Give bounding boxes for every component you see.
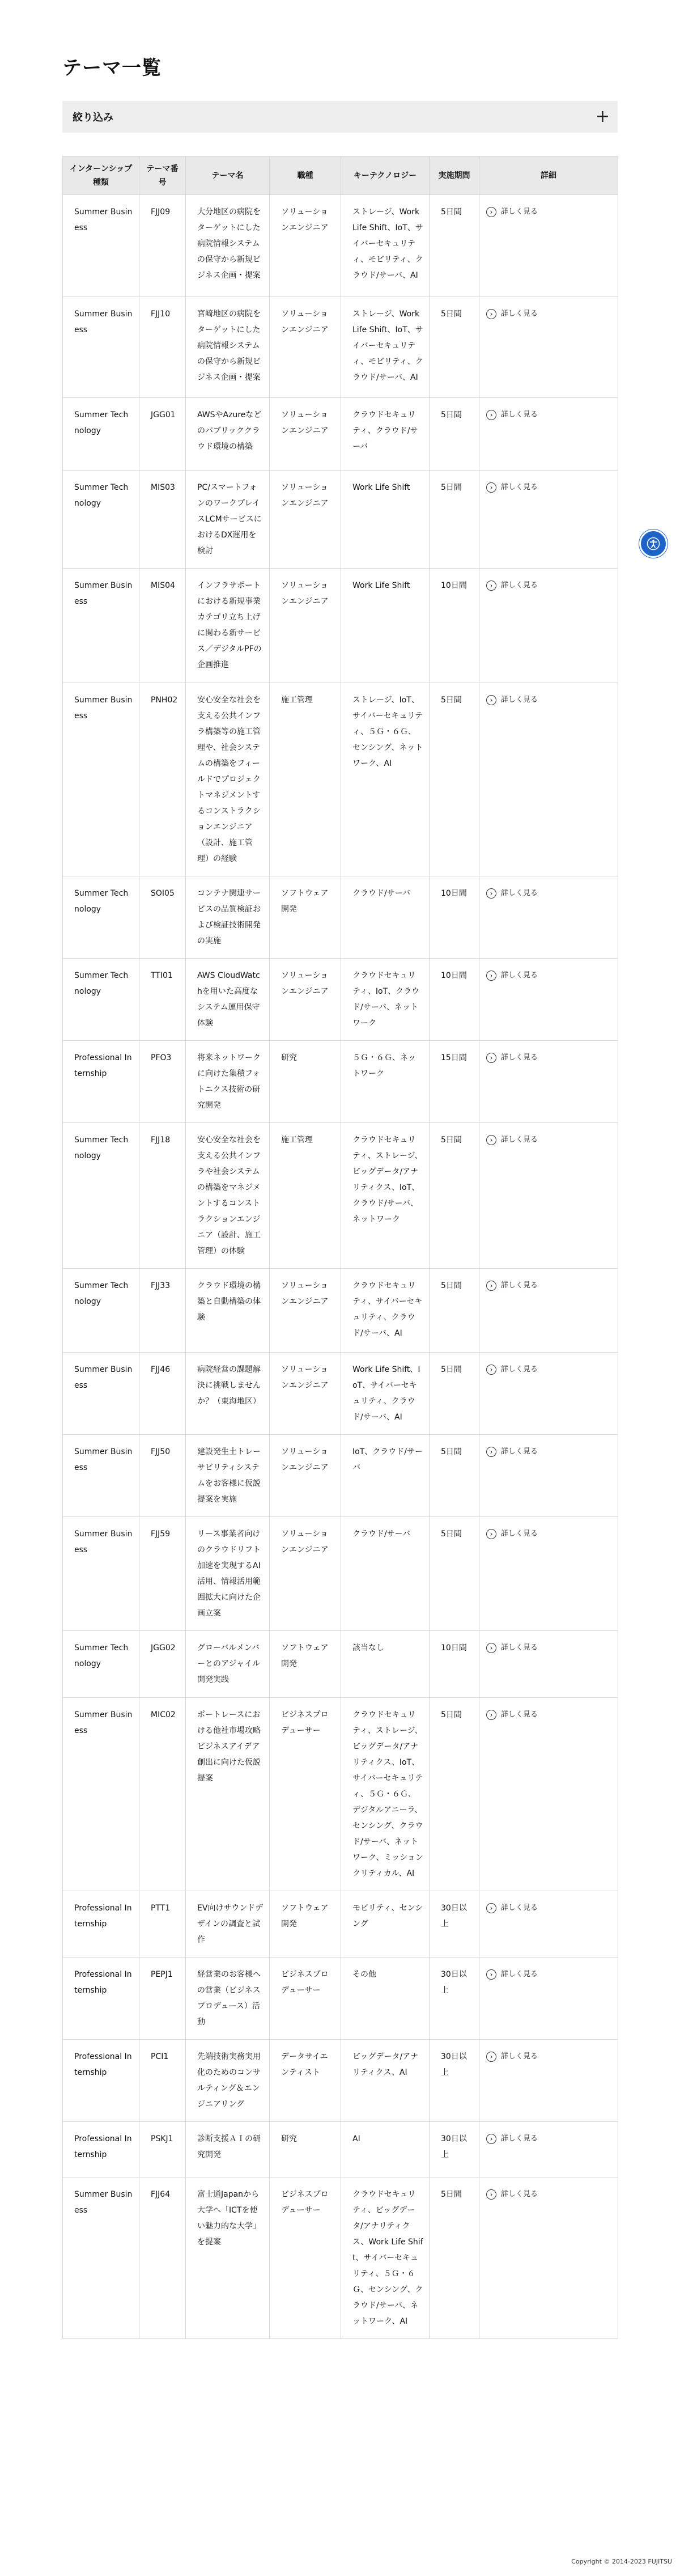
detail-link[interactable] xyxy=(486,692,538,708)
table-row xyxy=(63,471,618,569)
cell-job-type: ビジネスプロデューサー xyxy=(270,1958,341,2040)
cell-internship-type: Summer Technology xyxy=(63,1631,139,1698)
detail-link[interactable] xyxy=(486,2187,538,2202)
detail-link-label: 詳しく見る xyxy=(501,207,538,216)
cell-detail xyxy=(479,1698,618,1891)
table-row xyxy=(63,876,618,959)
cell-job-type: ソリューションエンジニア xyxy=(270,1517,341,1631)
cell-internship-type: Summer Technology xyxy=(63,876,139,959)
detail-link[interactable] xyxy=(486,1526,538,1542)
header-job-type: 職種 xyxy=(270,156,341,195)
cell-theme-number: JGG01 xyxy=(139,398,186,471)
theme-table xyxy=(62,156,618,2339)
filter-toggle[interactable] xyxy=(62,101,618,133)
detail-link[interactable] xyxy=(486,2049,538,2065)
cell-theme-number: PCI1 xyxy=(139,2040,186,2122)
cell-period: 5日間 xyxy=(430,1698,479,1891)
chevron-right-icon: › xyxy=(486,1529,496,1539)
cell-internship-type: Professional Internship xyxy=(63,1041,139,1123)
cell-job-type: ソリューションエンジニア xyxy=(270,959,341,1041)
table-row xyxy=(63,398,618,471)
cell-detail xyxy=(479,2122,618,2177)
cell-job-type: データサイエンティスト xyxy=(270,2040,341,2122)
cell-period: 5日間 xyxy=(430,1353,479,1435)
detail-link[interactable] xyxy=(486,204,538,220)
cell-job-type: ソリューションエンジニア xyxy=(270,398,341,471)
table-row xyxy=(63,297,618,398)
cell-internship-type: Summer Business xyxy=(63,1435,139,1517)
cell-period: 15日間 xyxy=(430,1041,479,1123)
cell-theme-number: PEPJ1 xyxy=(139,1958,186,2040)
chevron-right-icon: › xyxy=(486,2134,496,2144)
table-row xyxy=(63,959,618,1041)
chevron-right-icon: › xyxy=(486,309,496,319)
cell-period: 30日以上 xyxy=(430,1958,479,2040)
cell-theme-name: 病院経営の課題解決に挑戦しませんか？（東海地区） xyxy=(186,1353,270,1435)
chevron-right-icon: › xyxy=(486,1969,496,1980)
detail-link[interactable] xyxy=(486,1967,538,1982)
cell-internship-type: Summer Technology xyxy=(63,471,139,569)
cell-theme-name: PC/スマートフォンのワークプレイスLCMサービスにおけるDX運用を検討 xyxy=(186,471,270,569)
cell-key-technology: Work Life Shift、IoT、サイバーセキュリティ、クラウド/サーバ、AI xyxy=(341,1353,430,1435)
detail-link-label: 詳しく見る xyxy=(501,971,538,980)
plus-icon[interactable]: + xyxy=(595,107,610,126)
table-row xyxy=(63,2177,618,2339)
cell-detail xyxy=(479,398,618,471)
cell-theme-name: 宮崎地区の病院をターゲットにした病院情報システムの保守から新規ビジネス企画・提案 xyxy=(186,297,270,398)
cell-detail xyxy=(479,569,618,683)
chevron-right-icon: › xyxy=(486,410,496,420)
cell-theme-name: コンテナ関連サービスの品質検証および検証技術開発の実施 xyxy=(186,876,270,959)
chevron-right-icon: › xyxy=(486,2052,496,2062)
cell-period: 30日以上 xyxy=(430,1891,479,1958)
cell-theme-number: FJJ10 xyxy=(139,297,186,398)
header-detail: 詳細 xyxy=(479,156,618,195)
cell-key-technology: クラウドセキュリティ、IoT、クラウド/サーバ、ネットワーク xyxy=(341,959,430,1041)
chevron-right-icon: › xyxy=(486,581,496,591)
cell-detail xyxy=(479,1517,618,1631)
chevron-right-icon: › xyxy=(486,1447,496,1457)
cell-theme-name: インフラサポートにおける新規事業カテゴリ立ち上げに関わる新サービス／デジタルPFの企画推進 xyxy=(186,569,270,683)
table-row xyxy=(63,1631,618,1698)
cell-detail xyxy=(479,959,618,1041)
detail-link[interactable] xyxy=(486,306,538,322)
cell-period: 30日以上 xyxy=(430,2122,479,2177)
detail-link-label: 詳しく見る xyxy=(501,889,538,897)
cell-theme-name: ポートレースにおける他社市場攻略ビジネスアイデア創出に向けた仮説提案 xyxy=(186,1698,270,1891)
detail-link[interactable] xyxy=(486,1707,538,1723)
cell-detail xyxy=(479,1353,618,1435)
cell-key-technology: クラウドセキュリティ、サイバーセキュリティ、クラウド/サーバ、AI xyxy=(341,1269,430,1353)
detail-link[interactable] xyxy=(486,886,538,901)
header-theme-number: テーマ番号 xyxy=(139,156,186,195)
chevron-right-icon: › xyxy=(486,1281,496,1291)
detail-link-label: 詳しく見る xyxy=(501,1710,538,1719)
cell-theme-name: リース事業者向けのクラウドリフト加速を実現するAI活用、情報活用範囲拡大に向けた企画立案 xyxy=(186,1517,270,1631)
table-row xyxy=(63,1123,618,1269)
cell-job-type: ソフトウェア開発 xyxy=(270,1891,341,1958)
cell-theme-name: AWS CloudWatchを用いた高度なシステム運用保守体験 xyxy=(186,959,270,1041)
accessibility-icon xyxy=(647,537,660,550)
cell-period: 10日間 xyxy=(430,959,479,1041)
cell-key-technology: クラウド/サーバ xyxy=(341,876,430,959)
chevron-right-icon: › xyxy=(486,1135,496,1145)
table-row xyxy=(63,195,618,297)
cell-internship-type: Summer Business xyxy=(63,1517,139,1631)
cell-key-technology: モビリティ、センシング xyxy=(341,1891,430,1958)
cell-job-type: ソフトウェア開発 xyxy=(270,1631,341,1698)
cell-theme-name: 安心安全な社会を支える公共インフラ構築等の施工管理や、社会システムの構築をフィールドでプロジェクトマネジメントするコンストラクションエンジニア（設計、施工管理）の経験 xyxy=(186,683,270,876)
filter-label: 絞り込み xyxy=(73,112,113,124)
cell-job-type: ソリューションエンジニア xyxy=(270,569,341,683)
cell-key-technology: クラウドセキュリティ、ストレージ、ビッグデータ/アナリティクス、IoT、クラウド/サーバ、ネットワーク xyxy=(341,1123,430,1269)
cell-job-type: ソリューションエンジニア xyxy=(270,1353,341,1435)
table-row xyxy=(63,569,618,683)
cell-key-technology: IoT、クラウド/サーバ xyxy=(341,1435,430,1517)
detail-link[interactable] xyxy=(486,1278,538,1294)
cell-internship-type: Professional Internship xyxy=(63,1958,139,2040)
cell-job-type: ビジネスプロデューサー xyxy=(270,1698,341,1891)
cell-job-type: 研究 xyxy=(270,1041,341,1123)
cell-theme-name: EV向けサウンドデザインの調査と試作 xyxy=(186,1891,270,1958)
detail-link-label: 詳しく見る xyxy=(501,1904,538,1912)
detail-link[interactable] xyxy=(486,1132,538,1148)
detail-link-label: 詳しく見る xyxy=(501,696,538,704)
cell-theme-name: 安心安全な社会を支える公共インフラや社会システムの構築をマネジメントするコンストラクションエンジニア（設計、施工管理）の体験 xyxy=(186,1123,270,1269)
table-row xyxy=(63,2122,618,2177)
detail-link-label: 詳しく見る xyxy=(501,1053,538,1062)
cell-theme-name: 大分地区の病院をターゲットにした病院情報システムの保守から新規ビジネス企画・提案 xyxy=(186,195,270,297)
table-row xyxy=(63,1041,618,1123)
table-row xyxy=(63,1269,618,1353)
cell-theme-number: SOI05 xyxy=(139,876,186,959)
detail-link-label: 詳しく見る xyxy=(501,581,538,590)
cell-theme-name: グローバルメンバーとのアジャイル開発実践 xyxy=(186,1631,270,1698)
cell-job-type: ソリューションエンジニア xyxy=(270,297,341,398)
cell-detail xyxy=(479,2040,618,2122)
cell-job-type: 施工管理 xyxy=(270,683,341,876)
cell-job-type: ソリューションエンジニア xyxy=(270,1269,341,1353)
cell-job-type: ビジネスプロデューサー xyxy=(270,2177,341,2339)
cell-theme-number: FJJ33 xyxy=(139,1269,186,1353)
cell-key-technology: Work Life Shift xyxy=(341,569,430,683)
cell-key-technology: その他 xyxy=(341,1958,430,2040)
cell-internship-type: Summer Technology xyxy=(63,1269,139,1353)
cell-internship-type: Summer Technology xyxy=(63,1123,139,1269)
detail-link-label: 詳しく見る xyxy=(501,2190,538,2198)
detail-link[interactable] xyxy=(486,1050,538,1066)
cell-internship-type: Summer Business xyxy=(63,2177,139,2339)
cell-period: 5日間 xyxy=(430,683,479,876)
cell-theme-number: FJJ46 xyxy=(139,1353,186,1435)
cell-detail xyxy=(479,1269,618,1353)
cell-internship-type: Summer Technology xyxy=(63,959,139,1041)
cell-theme-number: MIS04 xyxy=(139,569,186,683)
cell-detail xyxy=(479,471,618,569)
cell-period: 10日間 xyxy=(430,876,479,959)
cell-internship-type: Professional Internship xyxy=(63,1891,139,1958)
cell-detail xyxy=(479,195,618,297)
cell-key-technology: ストレージ、Work Life Shift、IoT、サイバーセキュリティ、モビリティ、クラウド/サーバ、AI xyxy=(341,297,430,398)
cell-job-type: ソリューションエンジニア xyxy=(270,1435,341,1517)
cell-internship-type: Summer Business xyxy=(63,569,139,683)
cell-detail xyxy=(479,1958,618,2040)
cell-theme-number: MIC02 xyxy=(139,1698,186,1891)
cell-theme-name: 将来ネットワークに向けた集積フォトニクス技術の研究開発 xyxy=(186,1041,270,1123)
cell-key-technology: ５Ｇ・６Ｇ、ネットワーク xyxy=(341,1041,430,1123)
table-row xyxy=(63,1517,618,1631)
cell-key-technology: クラウドセキュリティ、ストレージ、ビッグデータ/アナリティクス、IoT、サイバーセキュリティ、５Ｇ・６Ｇ、デジタルアニーラ、センシング、クラウド/サーバ、ネットワーク、ミッションクリティカル、AI xyxy=(341,1698,430,1891)
cell-theme-number: PTT1 xyxy=(139,1891,186,1958)
cell-key-technology: クラウドセキュリティ、クラウド/サーバ xyxy=(341,398,430,471)
cell-detail xyxy=(479,876,618,959)
chevron-right-icon: › xyxy=(486,695,496,705)
cell-job-type: ソフトウェア開発 xyxy=(270,876,341,959)
chevron-right-icon: › xyxy=(486,1643,496,1653)
cell-job-type: ソリューションエンジニア xyxy=(270,471,341,569)
detail-link[interactable] xyxy=(486,578,538,594)
table-header-row xyxy=(63,156,618,195)
cell-period: 5日間 xyxy=(430,1269,479,1353)
table-row xyxy=(63,1698,618,1891)
detail-link[interactable] xyxy=(486,968,538,984)
table-row xyxy=(63,1891,618,1958)
detail-link-label: 詳しく見る xyxy=(501,483,538,492)
cell-theme-number: FJJ64 xyxy=(139,2177,186,2339)
cell-key-technology: ストレージ、Work Life Shift、IoT、サイバーセキュリティ、モビリティ、クラウド/サーバ、AI xyxy=(341,195,430,297)
cell-period: 5日間 xyxy=(430,1517,479,1631)
chevron-right-icon: › xyxy=(486,482,496,493)
cell-theme-name: 先端技術実務実用化のためのコンサルティング＆エンジニアリング xyxy=(186,2040,270,2122)
cell-theme-number: PFO3 xyxy=(139,1041,186,1123)
detail-link-label: 詳しく見る xyxy=(501,2134,538,2143)
cell-period: 10日間 xyxy=(430,569,479,683)
cell-internship-type: Summer Business xyxy=(63,1353,139,1435)
cell-internship-type: Summer Business xyxy=(63,297,139,398)
cell-internship-type: Summer Business xyxy=(63,1698,139,1891)
cell-theme-number: TTI01 xyxy=(139,959,186,1041)
cell-period: 30日以上 xyxy=(430,2040,479,2122)
cell-internship-type: Professional Internship xyxy=(63,2122,139,2177)
cell-key-technology: クラウドセキュリティ、ビッグデータ/アナリティクス、Work Life Shift、サイバーセキュリティ、５Ｇ・６Ｇ、センシング、クラウド/サーバ、ネットワーク、AI xyxy=(341,2177,430,2339)
cell-period: 5日間 xyxy=(430,195,479,297)
chevron-right-icon: › xyxy=(486,1053,496,1063)
cell-key-technology: 該当なし xyxy=(341,1631,430,1698)
cell-period: 5日間 xyxy=(430,398,479,471)
detail-link-label: 詳しく見る xyxy=(501,1281,538,1290)
detail-link[interactable] xyxy=(486,407,538,423)
detail-link-label: 詳しく見る xyxy=(501,310,538,318)
cell-period: 5日間 xyxy=(430,2177,479,2339)
detail-link-label: 詳しく見る xyxy=(501,1530,538,1538)
cell-theme-name: 経営業のお客様への営業（ビジネスプロデュース）活動 xyxy=(186,1958,270,2040)
detail-link-label: 詳しく見る xyxy=(501,410,538,419)
cell-theme-number: FJJ50 xyxy=(139,1435,186,1517)
cell-internship-type: Professional Internship xyxy=(63,2040,139,2122)
detail-link[interactable] xyxy=(486,1640,538,1656)
chevron-right-icon: › xyxy=(486,1710,496,1720)
cell-theme-number: FJJ59 xyxy=(139,1517,186,1631)
cell-theme-number: PNH02 xyxy=(139,683,186,876)
cell-theme-name: AWSやAzureなどのパブリッククラウド環境の構築 xyxy=(186,398,270,471)
cell-period: 10日間 xyxy=(430,1631,479,1698)
cell-key-technology: Work Life Shift xyxy=(341,471,430,569)
cell-theme-name: 診断支援ＡＩの研究開発 xyxy=(186,2122,270,2177)
cell-theme-name: クラウド環境の構築と自動構築の体験 xyxy=(186,1269,270,1353)
cell-detail xyxy=(479,683,618,876)
cell-theme-name: 富士通Japanから大学へ「ICTを使い魅力的な大学」を提案 xyxy=(186,2177,270,2339)
header-internship-type: インターンシップ種類 xyxy=(63,156,139,195)
cell-detail xyxy=(479,1435,618,1517)
cell-key-technology: クラウド/サーバ xyxy=(341,1517,430,1631)
cell-detail xyxy=(479,2177,618,2339)
cell-detail xyxy=(479,1891,618,1958)
cell-period: 5日間 xyxy=(430,297,479,398)
cell-theme-number: FJJ18 xyxy=(139,1123,186,1269)
cell-job-type: 研究 xyxy=(270,2122,341,2177)
detail-link-label: 詳しく見る xyxy=(501,1970,538,1978)
cell-detail xyxy=(479,1041,618,1123)
table-row xyxy=(63,683,618,876)
cell-detail xyxy=(479,1631,618,1698)
detail-link[interactable] xyxy=(486,1444,538,1460)
copyright-text: Copyright © 2014-2023 FUJITSU xyxy=(571,2558,672,2565)
detail-link-label: 詳しく見る xyxy=(501,1365,538,1374)
cell-internship-type: Summer Business xyxy=(63,683,139,876)
cell-theme-number: FJJ09 xyxy=(139,195,186,297)
cell-period: 5日間 xyxy=(430,1123,479,1269)
detail-link[interactable] xyxy=(486,1362,538,1378)
table-row xyxy=(63,1958,618,2040)
cell-key-technology: ストレージ、IoT、サイバーセキュリティ、５Ｇ・６Ｇ、センシング、ネットワーク、AI xyxy=(341,683,430,876)
cell-period: 5日間 xyxy=(430,471,479,569)
cell-job-type: 施工管理 xyxy=(270,1123,341,1269)
chevron-right-icon: › xyxy=(486,2189,496,2200)
detail-link[interactable] xyxy=(486,480,538,495)
cell-internship-type: Summer Business xyxy=(63,195,139,297)
cell-internship-type: Summer Technology xyxy=(63,398,139,471)
header-key-technology: キーテクノロジー xyxy=(341,156,430,195)
table-row xyxy=(63,2040,618,2122)
table-row xyxy=(63,1353,618,1435)
header-theme-name: テーマ名 xyxy=(186,156,270,195)
table-row xyxy=(63,1435,618,1517)
cell-key-technology: AI xyxy=(341,2122,430,2177)
chevron-right-icon: › xyxy=(486,1365,496,1375)
cell-key-technology: ビッグデータ/アナリティクス、AI xyxy=(341,2040,430,2122)
cell-theme-number: PSKJ1 xyxy=(139,2122,186,2177)
chevron-right-icon: › xyxy=(486,1903,496,1913)
detail-link-label: 詳しく見る xyxy=(501,2052,538,2061)
detail-link[interactable] xyxy=(486,1900,538,1916)
detail-link-label: 詳しく見る xyxy=(501,1447,538,1456)
cell-theme-number: MIS03 xyxy=(139,471,186,569)
cell-detail xyxy=(479,297,618,398)
cell-theme-name: 建設発生土トレーサビリティシステムをお客様に仮説提案を実施 xyxy=(186,1435,270,1517)
detail-link-label: 詳しく見る xyxy=(501,1643,538,1652)
cell-detail xyxy=(479,1123,618,1269)
chevron-right-icon: › xyxy=(486,888,496,899)
cell-job-type: ソリューションエンジニア xyxy=(270,195,341,297)
accessibility-button[interactable] xyxy=(639,529,668,558)
cell-period: 5日間 xyxy=(430,1435,479,1517)
cell-theme-number: JGG02 xyxy=(139,1631,186,1698)
detail-link-label: 詳しく見る xyxy=(501,1136,538,1144)
detail-link[interactable] xyxy=(486,2131,538,2147)
chevron-right-icon: › xyxy=(486,971,496,981)
header-period: 実施期間 xyxy=(430,156,479,195)
chevron-right-icon: › xyxy=(486,207,496,217)
page-title: テーマ一覧 xyxy=(62,57,162,79)
